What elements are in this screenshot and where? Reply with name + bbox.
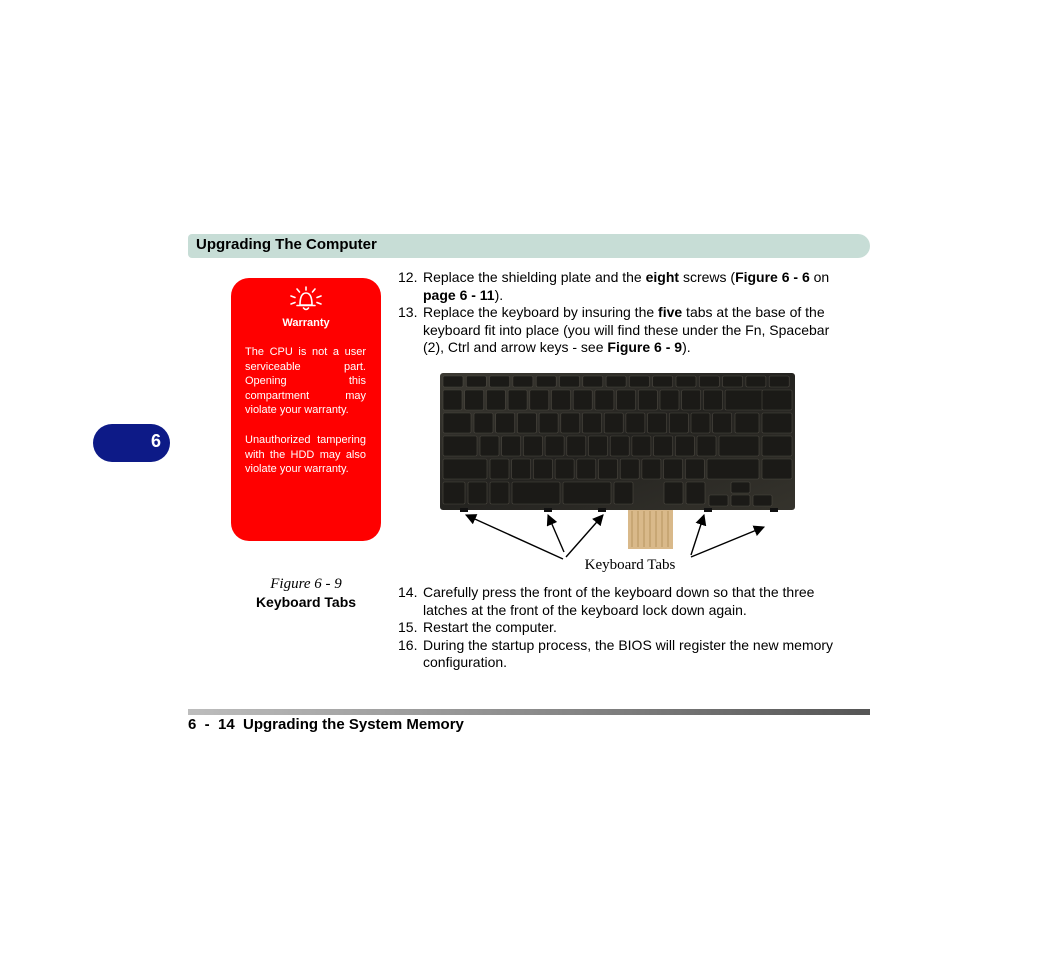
keyboard-key bbox=[443, 390, 462, 410]
keyboard-key bbox=[642, 459, 661, 479]
arrow-tab-5 bbox=[691, 527, 764, 557]
keyboard-key bbox=[610, 436, 629, 456]
keyboard-key bbox=[660, 390, 679, 410]
step-item bbox=[398, 584, 838, 619]
steps-list-bottom bbox=[398, 584, 838, 672]
keyboard-key bbox=[595, 390, 614, 410]
figure-caption-number: Figure 6 - 9 bbox=[270, 576, 342, 592]
keyboard-figure bbox=[398, 365, 798, 575]
keyboard-key bbox=[664, 482, 683, 504]
keyboard-key bbox=[443, 459, 487, 479]
keyboard-key bbox=[490, 459, 509, 479]
step-text: tabs at the base of the keyboard fit into place (you will find these under the Fn, Spacebar (2), Ctrl and arrow keys - see bbox=[423, 304, 830, 355]
keyboard-key bbox=[465, 390, 484, 410]
step-number: 15. bbox=[398, 619, 418, 635]
keyboard-key bbox=[725, 390, 763, 410]
keyboard-key bbox=[685, 459, 704, 479]
step-item bbox=[398, 637, 838, 672]
keyboard-key bbox=[731, 495, 750, 506]
keyboard-key bbox=[648, 413, 667, 433]
warranty-text-cpu: The CPU is not a user serviceable part. Opening this compartment may violate your warranty. bbox=[245, 346, 366, 417]
keyboard-key bbox=[599, 459, 618, 479]
step-number: 12. bbox=[398, 269, 418, 285]
chapter-number: 6 bbox=[150, 431, 161, 451]
keyboard-key bbox=[638, 390, 657, 410]
keyboard-key bbox=[508, 390, 527, 410]
keyboard-key bbox=[523, 436, 542, 456]
keyboard-key bbox=[490, 376, 510, 387]
keyboard-key bbox=[466, 376, 486, 387]
keyboard-tabs-label: Keyboard Tabs bbox=[584, 557, 676, 573]
step-text-bold: eight bbox=[645, 269, 680, 285]
keyboard-key bbox=[686, 482, 705, 504]
arrow-tab-4 bbox=[691, 515, 704, 555]
keyboard-key bbox=[762, 413, 792, 433]
warranty-title: Warranty bbox=[282, 317, 330, 329]
step-text: ). bbox=[494, 286, 504, 303]
keyboard-key bbox=[713, 413, 732, 433]
keyboard-key bbox=[676, 376, 696, 387]
keyboard-key bbox=[664, 459, 683, 479]
figure-caption-title: Keyboard Tabs bbox=[255, 594, 357, 610]
keyboard-key bbox=[512, 459, 531, 479]
warranty-callout bbox=[231, 278, 381, 541]
keyboard-key bbox=[443, 413, 471, 433]
keyboard-key bbox=[555, 459, 574, 479]
keyboard-key bbox=[530, 390, 549, 410]
step-text: Restart the computer. bbox=[423, 619, 557, 635]
step-text-bold: five bbox=[658, 304, 683, 320]
keyboard-key bbox=[517, 413, 536, 433]
keyboard-key bbox=[443, 482, 465, 504]
step-text-bold: Figure 6 - 9 bbox=[607, 339, 683, 355]
keyboard-key bbox=[474, 413, 493, 433]
keyboard-key bbox=[513, 376, 533, 387]
keyboard-key bbox=[573, 390, 592, 410]
step-number: 14. bbox=[398, 584, 418, 600]
footer-divider bbox=[188, 709, 870, 715]
keyboard-key bbox=[512, 482, 560, 504]
keyboard-key bbox=[606, 376, 626, 387]
keyboard-key bbox=[443, 376, 463, 387]
keyboard-key bbox=[626, 413, 645, 433]
footer-page-label: 6 - 14 Upgrading the System Memory bbox=[188, 716, 464, 733]
step-number: 13. bbox=[398, 304, 418, 320]
keyboard-key bbox=[669, 413, 688, 433]
step-text: on bbox=[809, 269, 830, 285]
keyboard-key bbox=[632, 436, 651, 456]
keyboard-key bbox=[762, 459, 792, 479]
step-item bbox=[398, 269, 838, 304]
keyboard-key bbox=[614, 482, 633, 504]
keyboard-key bbox=[552, 390, 571, 410]
keyboard-key bbox=[675, 436, 694, 456]
step-text: Replace the keyboard by insuring the bbox=[423, 304, 659, 320]
step-item bbox=[398, 304, 838, 357]
step-text: ). bbox=[682, 339, 691, 355]
keyboard-key bbox=[589, 436, 608, 456]
keyboard-key bbox=[703, 390, 722, 410]
steps-list-top bbox=[398, 269, 838, 357]
keyboard-key bbox=[654, 436, 673, 456]
keyboard-key bbox=[443, 436, 477, 456]
keyboard-key bbox=[563, 482, 611, 504]
keyboard-key bbox=[709, 495, 728, 506]
step-number: 16. bbox=[398, 636, 418, 653]
step-text-bold: Figure 6 - 6 bbox=[735, 269, 810, 285]
arrow-tab-3 bbox=[566, 515, 603, 557]
step-text: Replace the shielding plate and the bbox=[423, 269, 646, 285]
keyboard-key bbox=[490, 482, 509, 504]
keyboard-key bbox=[735, 413, 759, 433]
keyboard-key bbox=[536, 376, 556, 387]
keyboard-key bbox=[731, 482, 750, 493]
keyboard-key bbox=[560, 376, 580, 387]
keyboard-key bbox=[753, 495, 772, 506]
step-text: screws ( bbox=[679, 269, 736, 285]
keyboard-key bbox=[653, 376, 673, 387]
keyboard-key bbox=[691, 413, 710, 433]
warranty-text-hdd: Unauthorized tampering with the HDD may also violate your warranty. bbox=[245, 434, 366, 476]
keyboard-key bbox=[583, 376, 603, 387]
section-title: Upgrading The Computer bbox=[196, 236, 377, 253]
keyboard-key bbox=[723, 376, 743, 387]
keyboard-key bbox=[567, 436, 586, 456]
keyboard-key bbox=[762, 390, 792, 410]
keyboard-key bbox=[496, 413, 515, 433]
step-text: During the startup process, the BIOS will register the new memory configuration. bbox=[423, 636, 834, 670]
arrow-tab-2 bbox=[548, 515, 564, 552]
keyboard-key bbox=[719, 436, 759, 456]
keyboard-key bbox=[583, 413, 602, 433]
keyboard-key bbox=[533, 459, 552, 479]
section-header bbox=[188, 234, 870, 258]
step-text: Carefully press the front of the keyboard down so that the three latches at the front of the keyboard lock down again. bbox=[423, 584, 815, 618]
keyboard-key bbox=[468, 482, 487, 504]
keyboard-key bbox=[539, 413, 558, 433]
keyboard-key bbox=[561, 413, 580, 433]
keyboard-key bbox=[699, 376, 719, 387]
keyboard-key bbox=[577, 459, 596, 479]
keyboard-key bbox=[769, 376, 789, 387]
keyboard-key bbox=[617, 390, 636, 410]
keyboard-key bbox=[697, 436, 716, 456]
keyboard-cable bbox=[628, 505, 673, 549]
arrow-tab-1 bbox=[466, 515, 563, 559]
keyboard-key bbox=[707, 459, 759, 479]
step-item bbox=[398, 619, 838, 637]
keyboard-key bbox=[480, 436, 499, 456]
keyboard-key bbox=[502, 436, 521, 456]
keyboard-key bbox=[486, 390, 505, 410]
keyboard-key bbox=[604, 413, 623, 433]
keyboard-key bbox=[746, 376, 766, 387]
keyboard-key bbox=[629, 376, 649, 387]
keyboard-key bbox=[620, 459, 639, 479]
step-text-bold: page 6 - 11 bbox=[423, 286, 495, 303]
keyboard-key bbox=[682, 390, 701, 410]
chapter-tab[interactable] bbox=[93, 424, 170, 462]
keyboard-key bbox=[762, 436, 792, 456]
keyboard-key bbox=[545, 436, 564, 456]
warranty-bell-icon bbox=[287, 284, 325, 314]
